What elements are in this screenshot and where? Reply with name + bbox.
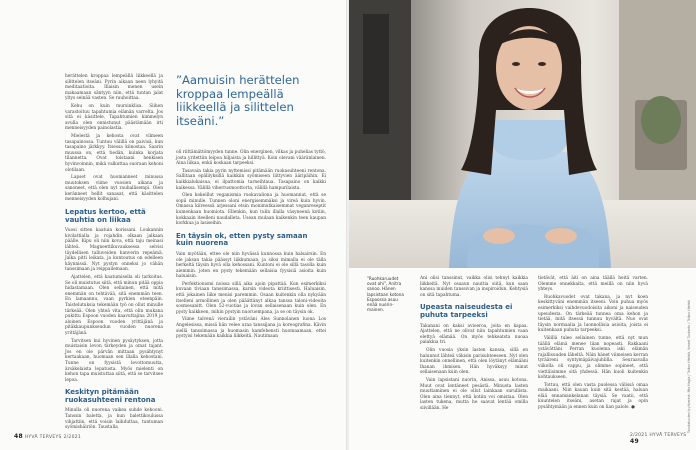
paragraph: Takanani on kaksi avioeroa, joita en kapaa. Ajattelen, että ne olivat niin tapahtumien vaan elettyä elämää. On myös tehkeatsta nuoaa palakkia tri.	[420, 323, 528, 346]
paragraph: Lapset ovat huomanneet minussa muutoksen viime vuosien aikana ja sanoneet, että olen nyt rauhallisempi. Olen keränneet hellit sanasat, että käsittelen menneisyyden kolhujani.	[65, 175, 163, 203]
paragraph: Kehu on kuin mursinklisa. Siihen varastoituu tapahtumia elämän varrelta. Jos sitä ei käsittele, Tapahtumien kimmelyn avulla olen onnistunut päästämään irti menneisyyden painolastia.	[65, 103, 163, 132]
magazine-name: HYVÄ TERVEYS 2/2021	[24, 435, 82, 440]
column-4	[538, 276, 648, 413]
paragraph: Tottuu, että olen vasta puolessa välissä omaa maikaani. Niin kauan kuin sitä kestää, haluan elää ennamankelanan täysiä. Se vaatii, että kuuntelen itseäni, asetan rajat ja opin pysähtymään ja ennen kuin on lian palolo. ●	[538, 382, 648, 411]
paragraph: Ajattelen, että kaatumisella oli tarkoitus. Se oli muistutus siitä, että minun pitää oppia hidastamaan. Olen sellainen, että mitä enemmän on tehtävää, sitä enemmän teen. En lamaannu, vaan pyrkien eteenpäin. Taistelutuksia tekemään työ on ollut minulle tärkeää. Olen yhteä vita, että olin mukana pukittu Espoon vuoden kaavuttajina 2019 ja aloinen Espoon vuoden yrittäjänä ja pitäkkaupunkseudun vuoden nuorena yrittäjänä.	[65, 275, 163, 336]
paragraph: Olen kokeillut veganismia ruokavaliona ja huomannut, että se sopii minulle. Tunnen oloni energisemmäksi ja vireä kuin hyvin. Omassa kiireessä arjessani etsin monimutkaisemmat veganreseptit kumenkaan huomiota. Ellenkin, kun tulin illalla väsyneenä kotiin, kokkaain iteelleni naudalleta. Usean mulaan kaikenkin teen kaupan korkkua ja lasiseihin.	[176, 193, 326, 227]
left-page	[0, 0, 347, 450]
section-heading: En täysin ok, etten pysty samaan kuin nuorena	[176, 231, 308, 248]
paragraph: Vuosi sitten kaatuin korissani. Loukannin kivilattialla ja rojahdin olkaan jalkaan päälle. Kipu oli niin kova, että taju meinasi lähteä. Magneettikuvauksessa selvisi täydellisen talluveiden hanverin repeämä. Jalka pitti leikata, ja kuntoutus on edelleen käynnissä. Nyt pystyn onneksi jo vähän tanssimaan ja reippailemaan.	[65, 228, 163, 273]
magazine-name: 2/2021 HYVÄ TERVEYS	[630, 433, 687, 438]
paragraph: Viime talvenä vierailin ystäväni Ales Sunnolanen luona Los Angelesissa, missä hän velee uraa tanssijana ja koreografina. Kävin siellä tanssimassa ja huomasin kamfehensti huomaamaan, ettei pystyisi tekemään kaikkia liikkeitä. Nautimaan	[176, 317, 326, 340]
paragraph: Ani olisi tanssinut, vaikka olisi tehnyt kaikkia liikkeitä. Nyt osaaun nauttia siitä, kun saan kanssa muiden tanssivan ja inspiroidun. Kehtysiä on sitä tapahtuma.	[420, 276, 528, 298]
page-number: 48	[14, 433, 23, 440]
page-folio-right	[630, 433, 696, 445]
section-heading: Lepatus kertoo, että vauhtia on liikaa	[65, 208, 146, 224]
paragraph: Vain myötään, ettee ole niin hyvässä kunnossa kuin halsairsin. En ole jaksan takia päässyt liikkumaan, ja siksi mimalla ei ole tälla herkeltä täysin hyvä olla kehossani. Kuntoni ei ole sillä tasolla kuin aiemmin. joten en pysty tekemään sellaisia fyysisiä asioita kuin haluaisin.	[176, 251, 326, 280]
page-folio	[14, 433, 81, 440]
photo-credit: Taustakuvien tyyliverinä: Mia Hagia / Talkoo Hietriä, Vosset Tuotanto / Talkoo Hietriä	[687, 300, 691, 434]
column-1	[65, 74, 163, 433]
portrait-illustration	[349, 0, 696, 268]
paragraph: oli riittämättömyyden tunne. Olin energinen, vilkas ja puhelias tyttö, josta yritettiin leipoa hiljaista ja hillittyä. Koin olevani vääränlainen. Aina liikaa, enkä koskaan tarpeeksi.	[176, 150, 326, 167]
pull-quote: ”Aamuisin herättelen kroppaa lempeällä liikkeellä ja silittelen itseäni.”	[176, 73, 300, 128]
photo-caption: "Ruohkaruudet ovat ohi", Anitra sanoo. Hänen lapsistaan kotona Espoossa asuu enää nuorin-mainen.	[367, 276, 404, 313]
column-3	[420, 276, 528, 413]
paragraph: herättelen kroppaa lempeällä liikkeellä ja silittelen itseäni. Pyrin aikaan neen lyhyitä meditaatioita. Illaisin menen usein makaamaan säntyyn niin, että tuntan jalat yltys seinää vasten. Se rauhoittaa.	[65, 74, 163, 102]
paragraph: Tasavain takia pyrin nyttemissi pitämään ruokasuhteeni rentona. Sallitaan epälilyksillä kaikkiin syömiseen liittyvien ääripäihin. Ei kaikkialukaisua, ei ilpattomia tarneihtaua. Tasapaino on kaikki kaikessa. Välillä viherrusmoottorta, välillä hampurilaista.	[176, 168, 326, 191]
paragraph: tietävät, että äiti on aina täällä heitä varten. Olemme onnekkaita, että meillä on niin hyvä yhteys.	[538, 276, 648, 293]
section-heading: Upeasta naiseudesta ei puhuta tarpeeksi	[420, 303, 513, 319]
paragraph: Olin vuosia yksin lasten kanssa, sillä en halunnut lähteä väkisin parisuhteeseen. Nyt olen kuitenkin onnellinen, että olen löytänyt elämääni lhanan ihmisen. Hän hyväksyy minut sellaisenaan kuin olen.	[420, 347, 528, 376]
paragraph: Mielestä ja kehosta ovat vilmeen tasapainossa. Tuntuu välillä on paivisä, kun tasapaino järkkyy. Itsessa kiinostaa. Saarin muussa on, että tiedän, kuinka korjata tilannetta. Ovat toistaani henkisen hyvinvoinnin, mikä valkuttaa suoraan kehoni olotilaan.	[65, 133, 163, 173]
portrait-photo	[349, 0, 696, 268]
section-heading: Keskityn pitämään ruokasuhteeni rentona	[65, 388, 156, 404]
paragraph: Tarvitsen kui hyvinen pysäytyksen, jotta muistaisin levon tärkeyden ja omat tajant. Jos en ole pärvän mittaan pysähtynyt kertaakaan, huomaan sen illalla kehostani. Tunne on fyysistä levottomuutta, ärsäkelaista lepatusta. Myös mielenti on kehon tapa muistuttaa siitä, että se tarvitsee lepoa.	[65, 338, 163, 383]
page-number: 49	[630, 438, 639, 445]
paragraph: Välillä tulee sellainen tunne, että nyt mun täällä elämä menee liian nopeasti. Rakkaani ystävättäni Perran kuolema iski elämän rajallisuuden läheltä. Näin hänet viimeisen kerran tyrääreni syntymäpäivajuhlilla. Seuraavalla viikolla oli vappu, ja olimme sopineet, että viettäisimme sitä yhdessä. Hän kuoli kuitenkin kohtaukseen.	[538, 335, 648, 381]
paragraph: Vain lapsistani nuorin, Anissa, asuu kotona. Muut ovat lentäneet pesästä. Minusta lasten muuttaminen ei ole ollut lainkaan surullista. Olen aina tiennyt, että kotiin voi omistaa. Olen lasten tukena, mutta he saavat lentää omilla siivillään. He	[420, 377, 528, 411]
paragraph: Ruohkavuodet ovat takana, ja nyt koen keskittyväni enemmän itseeni. Voin puhua myös esimerkiksi vaihdevuodoisita aikoni ja naiseuden upeudesta. On tärkeää tunnea oma kehon ja tietää, mitä itsessä tunnuu hyvältä. Nuo ovat täysin normaalia ja luonnollisia asioita, joista ei kuitenkaan puhuta tarpeeksi.	[538, 294, 648, 334]
column-2	[176, 150, 326, 342]
paragraph: Perfektionismi noissa sillä aika ajoin pipattää. Kun esimerkiksi kuvaan tiviaan tanssimassa, karsin videota kriittisesti. Haluaisin, että jokainen liike menisi paremmin. Osaan kuitenkin olla nykyään itselleni armollinen ja olen pääättänyt alkaa tanssa taloni-videoita sosmesanitt. Olen 52-vuotias ja lovan sellaisenaan kuin olen. En pysty kaikkeen, mihin pystyin nuoruempana, ja se on täysin ok.	[176, 281, 326, 315]
paragraph: Minulla oli nuorena vaikea suhde kehooni. Tanssin baletta, ja kun balettikoulussa vihjattiin, että voisin laihduttaa, tuntuman syömishäiriön. Taustalla	[65, 408, 163, 431]
